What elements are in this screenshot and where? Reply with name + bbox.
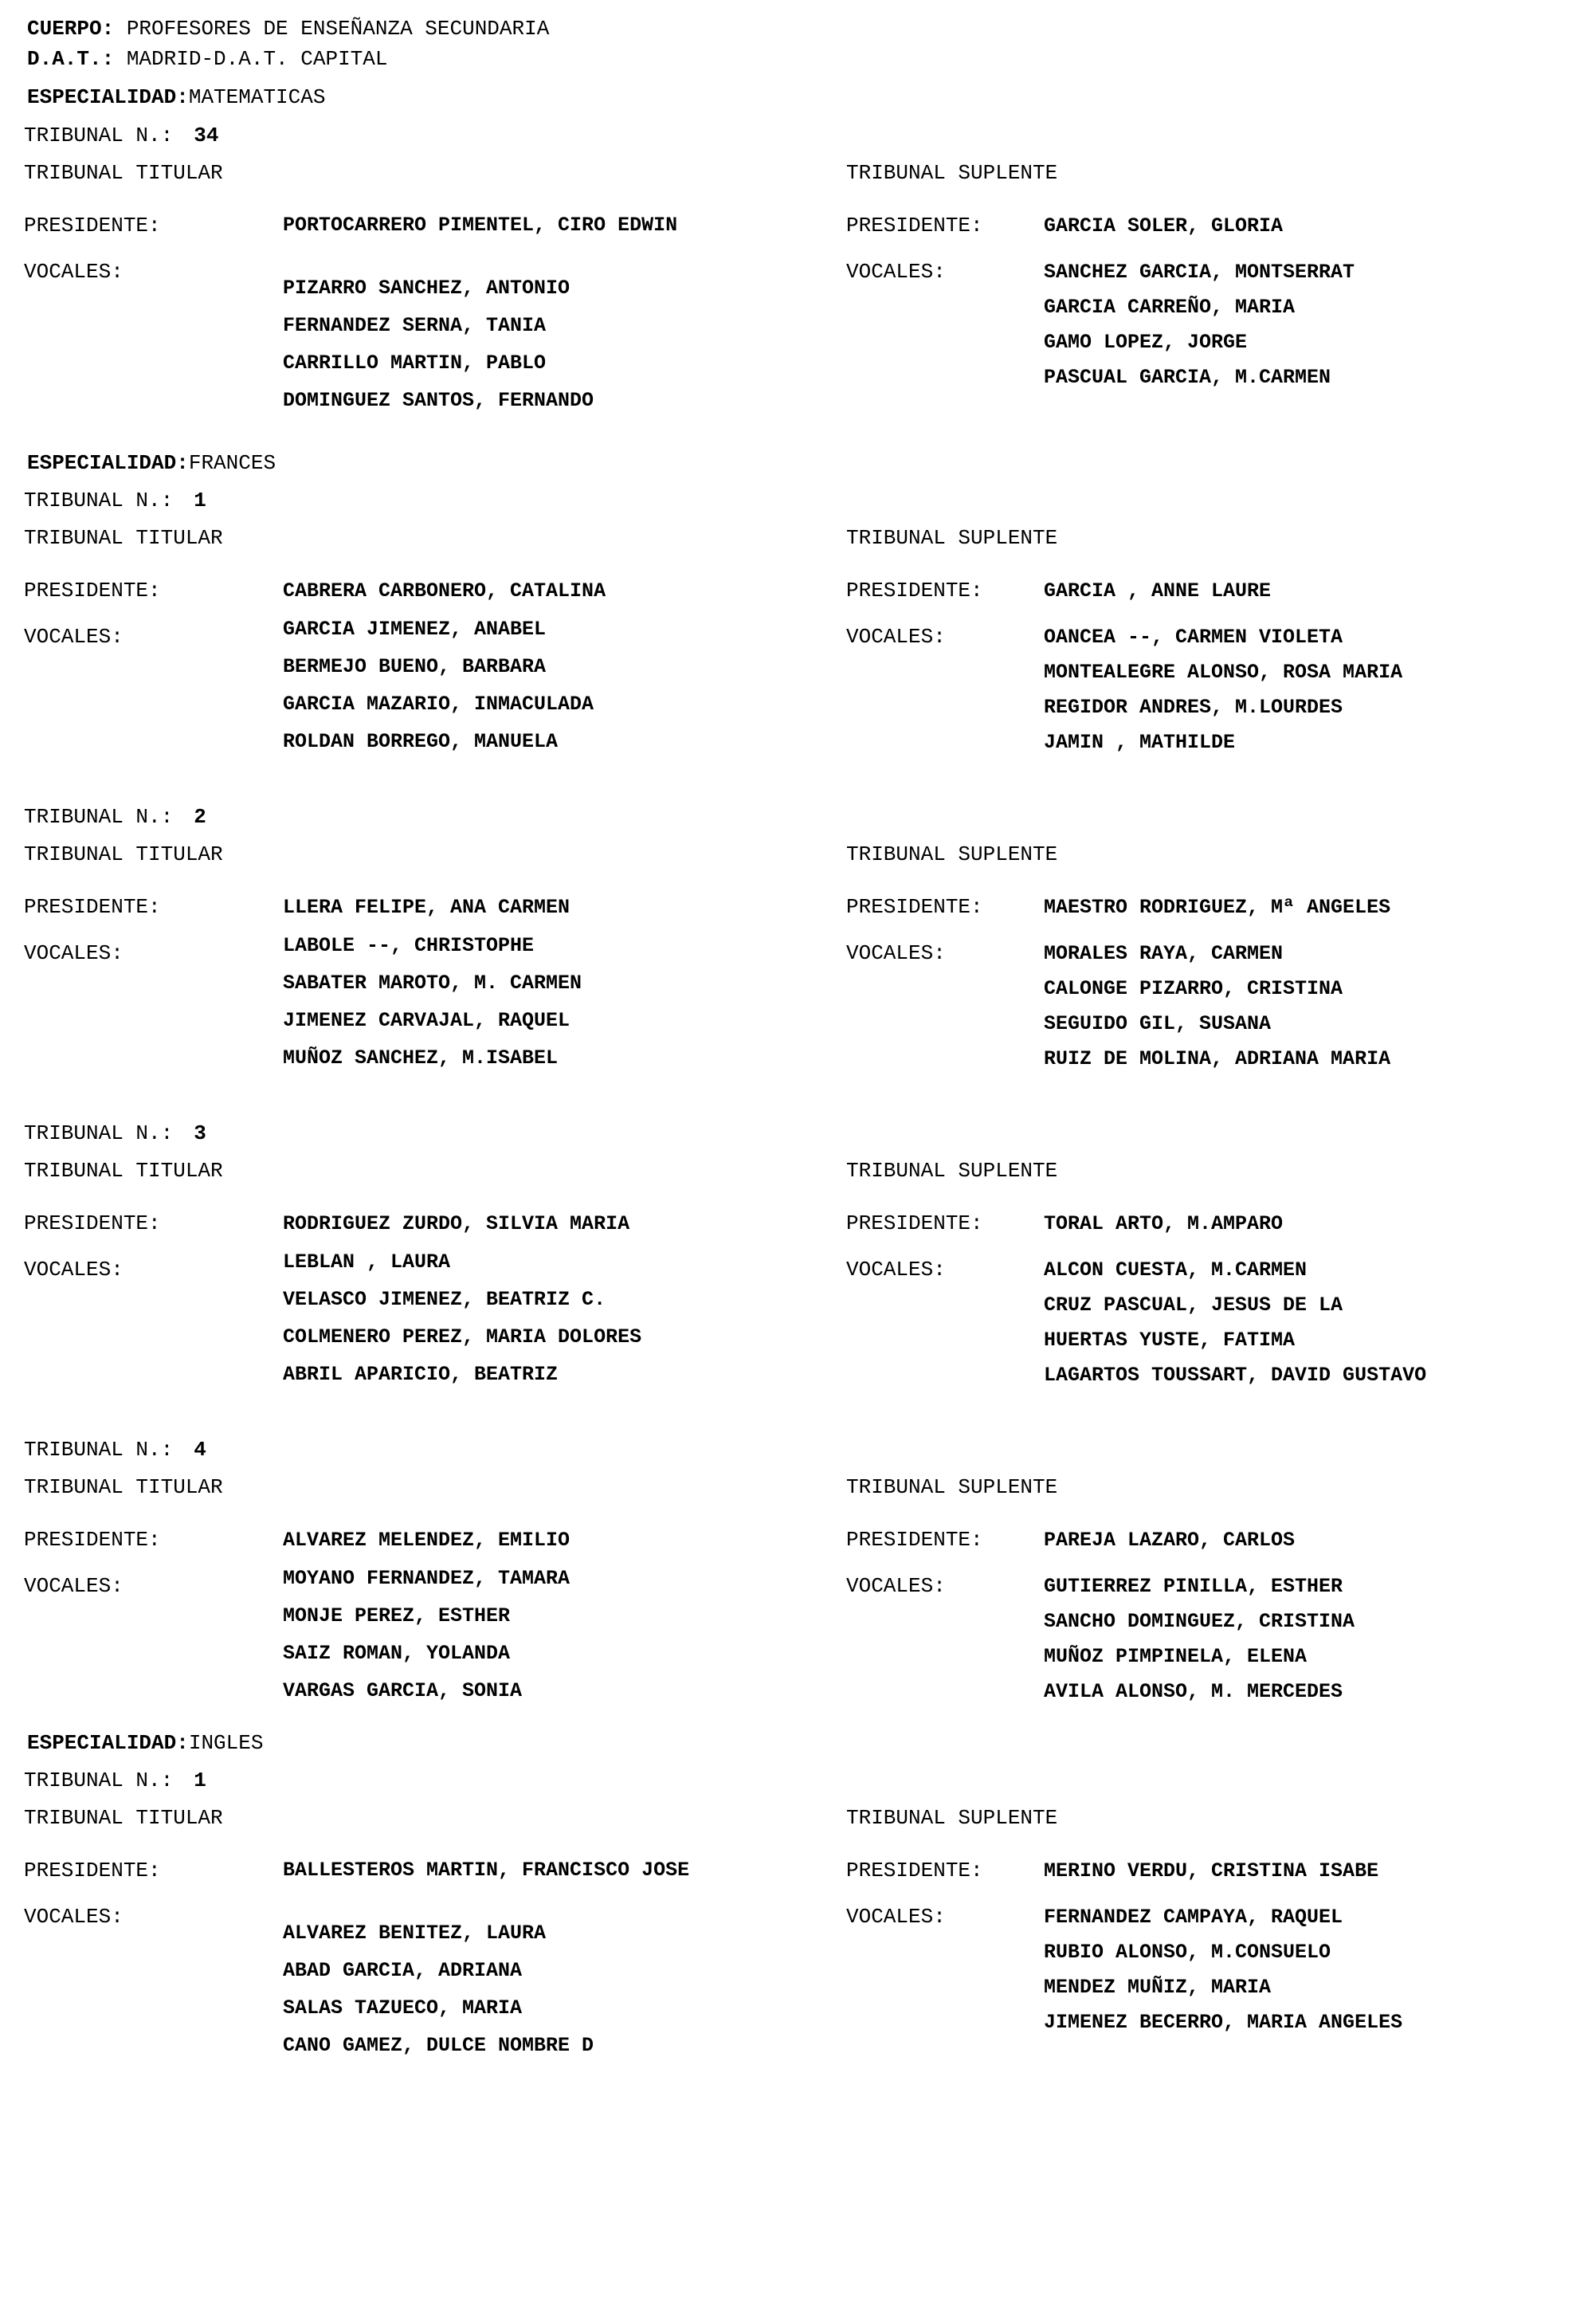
tribunal-number-line [24,1769,206,1792]
suplente-vocales-label: VOCALES: [846,941,946,965]
suplente-vocal-name: RUBIO ALONSO, M.CONSUELO [1044,1941,1331,1964]
titular-vocales-label: VOCALES: [24,260,124,284]
titular-vocal-name: VELASCO JIMENEZ, BEATRIZ C. [283,1288,606,1311]
tribunal-number: 1 [194,489,206,512]
titular-vocal-name: JIMENEZ CARVAJAL, RAQUEL [283,1009,570,1032]
titular-presidente-name: RODRIGUEZ ZURDO, SILVIA MARIA [283,1212,630,1235]
tribunal-titular-heading: TRIBUNAL TITULAR [24,1159,223,1183]
titular-vocales-label: VOCALES: [24,1574,124,1598]
suplente-presidente-label: PRESIDENTE: [846,1528,983,1552]
tribunal-number-line [24,805,206,829]
tribunal-number: 3 [194,1121,206,1145]
tribunal-number-label: TRIBUNAL N.: [24,489,174,512]
tribunal-number-label: TRIBUNAL N.: [24,805,174,829]
especialidad-name: FRANCES [188,451,276,475]
suplente-vocal-name: GARCIA CARREÑO, MARIA [1044,296,1296,319]
titular-presidente-name: PORTOCARRERO PIMENTEL, CIRO EDWIN [283,214,678,237]
especialidad-name: MATEMATICAS [188,85,326,109]
titular-presidente-name: BALLESTEROS MARTIN, FRANCISCO JOSE [283,1859,690,1882]
titular-vocal-name: VARGAS GARCIA, SONIA [283,1679,523,1702]
suplente-vocal-name: PASCUAL GARCIA, M.CARMEN [1044,366,1331,389]
tribunal-number-label: TRIBUNAL N.: [24,1438,174,1462]
tribunal-number-line [24,124,218,147]
suplente-vocal-name: SEGUIDO GIL, SUSANA [1044,1012,1272,1035]
tribunal-titular-heading: TRIBUNAL TITULAR [24,161,223,185]
titular-vocal-name: ROLDAN BORREGO, MANUELA [283,730,559,753]
especialidad-label: ESPECIALIDAD: [27,1731,189,1755]
suplente-vocal-name: HUERTAS YUSTE, FATIMA [1044,1329,1296,1352]
tribunal-suplente-heading: TRIBUNAL SUPLENTE [846,1806,1058,1830]
titular-vocal-name: ALVAREZ BENITEZ, LAURA [283,1922,547,1945]
titular-vocal-name: SABATER MAROTO, M. CARMEN [283,972,582,995]
tribunal-titular-heading: TRIBUNAL TITULAR [24,1806,223,1830]
suplente-vocal-name: SANCHO DOMINGUEZ, CRISTINA [1044,1610,1355,1633]
titular-presidente-label: PRESIDENTE: [24,1859,161,1882]
tribunal-number-line [24,489,206,512]
tribunal-number: 1 [194,1769,206,1792]
suplente-presidente-name: GARCIA , ANNE LAURE [1044,579,1272,603]
tribunal-suplente-heading: TRIBUNAL SUPLENTE [846,1159,1058,1183]
suplente-vocal-name: ALCON CUESTA, M.CARMEN [1044,1258,1308,1282]
titular-vocal-name: ABAD GARCIA, ADRIANA [283,1959,523,1982]
titular-vocal-name: ABRIL APARICIO, BEATRIZ [283,1363,559,1386]
titular-vocales-label: VOCALES: [24,941,124,965]
suplente-vocal-name: REGIDOR ANDRES, M.LOURDES [1044,696,1343,719]
especialidad-label: ESPECIALIDAD: [27,85,189,109]
suplente-vocal-name: LAGARTOS TOUSSART, DAVID GUSTAVO [1044,1364,1427,1387]
suplente-presidente-name: PAREJA LAZARO, CARLOS [1044,1529,1296,1552]
titular-vocales-label: VOCALES: [24,625,124,649]
titular-vocal-name: MONJE PEREZ, ESTHER [283,1604,511,1627]
titular-vocal-name: CANO GAMEZ, DULCE NOMBRE D [283,2034,594,2057]
titular-presidente-label: PRESIDENTE: [24,895,161,919]
titular-vocal-name: LEBLAN , LAURA [283,1250,451,1274]
tribunal-titular-heading: TRIBUNAL TITULAR [24,1475,223,1499]
titular-vocal-name: GARCIA MAZARIO, INMACULADA [283,693,594,716]
dat-label: D.A.T.: [27,47,115,71]
titular-vocal-name: SAIZ ROMAN, YOLANDA [283,1642,511,1665]
suplente-presidente-name: MAESTRO RODRIGUEZ, Mª ANGELES [1044,896,1391,919]
tribunal-suplente-heading: TRIBUNAL SUPLENTE [846,842,1058,866]
tribunal-number: 2 [194,805,206,829]
tribunal-number-label: TRIBUNAL N.: [24,1769,174,1792]
suplente-vocal-name: AVILA ALONSO, M. MERCEDES [1044,1680,1343,1703]
suplente-presidente-label: PRESIDENTE: [846,895,983,919]
suplente-vocales-label: VOCALES: [846,1258,946,1282]
titular-vocal-name: LABOLE --, CHRISTOPHE [283,934,535,957]
titular-presidente-label: PRESIDENTE: [24,1211,161,1235]
titular-presidente-label: PRESIDENTE: [24,214,161,238]
suplente-presidente-label: PRESIDENTE: [846,1859,983,1882]
especialidad-label: ESPECIALIDAD: [27,451,189,475]
tribunal-suplente-heading: TRIBUNAL SUPLENTE [846,161,1058,185]
tribunal-number: 34 [194,124,219,147]
tribunal-number-line [24,1438,206,1462]
suplente-vocal-name: MORALES RAYA, CARMEN [1044,942,1284,965]
cuerpo-label: CUERPO: [27,17,115,41]
titular-vocales-label: VOCALES: [24,1258,124,1282]
suplente-vocales-label: VOCALES: [846,260,946,284]
suplente-presidente-label: PRESIDENTE: [846,579,983,603]
tribunal-number: 4 [194,1438,206,1462]
suplente-vocal-name: CRUZ PASCUAL, JESUS DE LA [1044,1294,1343,1317]
suplente-vocal-name: MONTEALEGRE ALONSO, ROSA MARIA [1044,661,1403,684]
suplente-vocal-name: CALONGE PIZARRO, CRISTINA [1044,977,1343,1000]
suplente-vocal-name: SANCHEZ GARCIA, MONTSERRAT [1044,261,1355,284]
suplente-vocal-name: JIMENEZ BECERRO, MARIA ANGELES [1044,2011,1403,2034]
suplente-presidente-name: GARCIA SOLER, GLORIA [1044,214,1284,238]
titular-presidente-name: CABRERA CARBONERO, CATALINA [283,579,606,603]
especialidad-name: INGLES [188,1731,264,1755]
titular-presidente-name: LLERA FELIPE, ANA CARMEN [283,896,570,919]
tribunal-number-label: TRIBUNAL N.: [24,124,174,147]
especialidad-heading [27,451,276,475]
titular-vocal-name: MOYANO FERNANDEZ, TAMARA [283,1567,570,1590]
titular-vocal-name: SALAS TAZUECO, MARIA [283,1996,523,2020]
tribunal-number-line [24,1121,206,1145]
suplente-vocales-label: VOCALES: [846,1905,946,1929]
titular-presidente-label: PRESIDENTE: [24,1528,161,1552]
tribunal-titular-heading: TRIBUNAL TITULAR [24,526,223,550]
suplente-vocal-name: GUTIERREZ PINILLA, ESTHER [1044,1575,1343,1598]
suplente-vocal-name: GAMO LOPEZ, JORGE [1044,331,1248,354]
suplente-vocales-label: VOCALES: [846,1574,946,1598]
suplente-vocal-name: MUÑOZ PIMPINELA, ELENA [1044,1645,1308,1668]
especialidad-heading [27,1731,263,1755]
titular-vocal-name: GARCIA JIMENEZ, ANABEL [283,618,547,641]
dat-value: MADRID-D.A.T. CAPITAL [126,47,388,71]
suplente-presidente-label: PRESIDENTE: [846,214,983,238]
suplente-vocal-name: OANCEA --, CARMEN VIOLETA [1044,626,1343,649]
suplente-presidente-name: MERINO VERDU, CRISTINA ISABE [1044,1859,1379,1882]
titular-vocal-name: CARRILLO MARTIN, PABLO [283,351,547,375]
titular-vocales-label: VOCALES: [24,1905,124,1929]
titular-vocal-name: FERNANDEZ SERNA, TANIA [283,314,547,337]
titular-presidente-name: ALVAREZ MELENDEZ, EMILIO [283,1529,570,1552]
tribunal-titular-heading: TRIBUNAL TITULAR [24,842,223,866]
suplente-vocal-name: FERNANDEZ CAMPAYA, RAQUEL [1044,1906,1343,1929]
suplente-vocal-name: JAMIN , MATHILDE [1044,731,1236,754]
cuerpo-value: PROFESORES DE ENSEÑANZA SECUNDARIA [126,17,550,41]
cuerpo-line [27,17,549,41]
tribunal-number-label: TRIBUNAL N.: [24,1121,174,1145]
especialidad-heading [27,85,325,109]
titular-vocal-name: DOMINGUEZ SANTOS, FERNANDO [283,389,594,412]
titular-vocal-name: BERMEJO BUENO, BARBARA [283,655,547,678]
dat-line [27,47,387,71]
suplente-presidente-label: PRESIDENTE: [846,1211,983,1235]
titular-vocal-name: PIZARRO SANCHEZ, ANTONIO [283,277,570,300]
suplente-vocales-label: VOCALES: [846,625,946,649]
titular-vocal-name: COLMENERO PEREZ, MARIA DOLORES [283,1325,642,1348]
tribunal-suplente-heading: TRIBUNAL SUPLENTE [846,526,1058,550]
titular-vocal-name: MUÑOZ SANCHEZ, M.ISABEL [283,1046,559,1070]
suplente-presidente-name: TORAL ARTO, M.AMPARO [1044,1212,1284,1235]
titular-presidente-label: PRESIDENTE: [24,579,161,603]
suplente-vocal-name: RUIZ DE MOLINA, ADRIANA MARIA [1044,1047,1391,1070]
tribunal-suplente-heading: TRIBUNAL SUPLENTE [846,1475,1058,1499]
suplente-vocal-name: MENDEZ MUÑIZ, MARIA [1044,1976,1272,1999]
